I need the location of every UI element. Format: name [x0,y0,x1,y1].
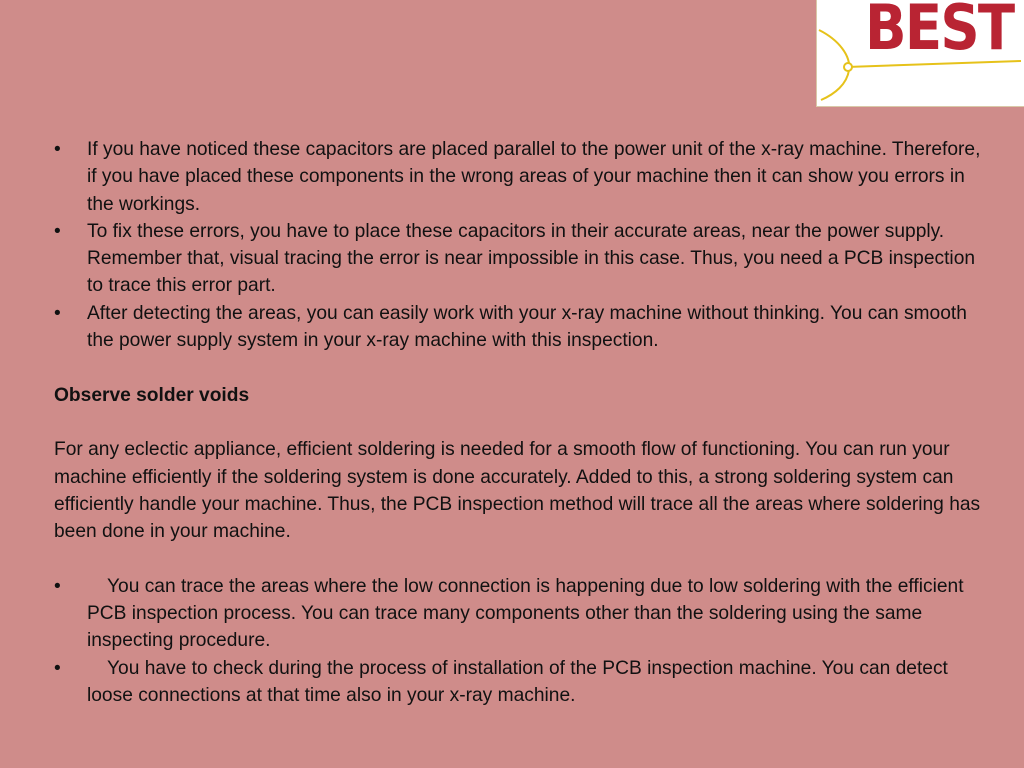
bullet-marker: • [54,139,61,160]
spacer [54,354,984,381]
bullet-text: After detecting the areas, you can easily work with your x-ray machine without thinking. You can smooth the power supply system in your x-ray machine with this inspection. [87,302,967,352]
bullet-text: To fix these errors, you have to place these capacitors in their accurate areas, near the power supply. Remember that, visual tracing the error is near impossible in this case. Thus, you need a PCB inspection to trace this error part. [87,220,976,297]
list-item [54,655,984,710]
list-item [54,300,984,355]
list-item [54,573,984,655]
best-logo [816,0,1024,107]
list-item [54,136,984,218]
bullet-marker: • [54,302,61,324]
section-heading: Observe solder voids [54,384,250,406]
bullet-text: If you have noticed these capacitors are placed parallel to the power unit of the x-ray machine. Therefore, if you have placed these components in the wrong areas of your machine then it can show you errors in the workings. [87,139,981,215]
spacer [54,545,984,572]
spacer [54,409,984,436]
logo-wordmark: BEST [865,0,1014,64]
bullet-text: You can trace the areas where the low connection is happening due to low soldering with the efficient PCB inspection process. You can trace many components other than the soldering using the same inspecting procedure. [87,575,964,652]
slide-content [54,136,984,709]
bullet-list-bottom [54,573,984,709]
body-paragraph: For any eclectic appliance, efficient soldering is needed for a smooth flow of functioning. You can run your machine efficiently if the soldering system is done accurately. Added to this, a strong soldering system can efficiently handle your machine. Thus, the PCB inspection method will trace all the areas where soldering has been done in your machine. [54,439,981,543]
bullet-marker: • [54,220,61,242]
list-item [54,218,984,300]
bullet-marker: • [54,575,61,597]
bullet-list-top [54,136,984,354]
bullet-marker: • [54,657,61,679]
bullet-text: You have to check during the process of installation of the PCB inspection machine. You can detect loose connections at that time also in your x-ray machine. [87,657,948,706]
